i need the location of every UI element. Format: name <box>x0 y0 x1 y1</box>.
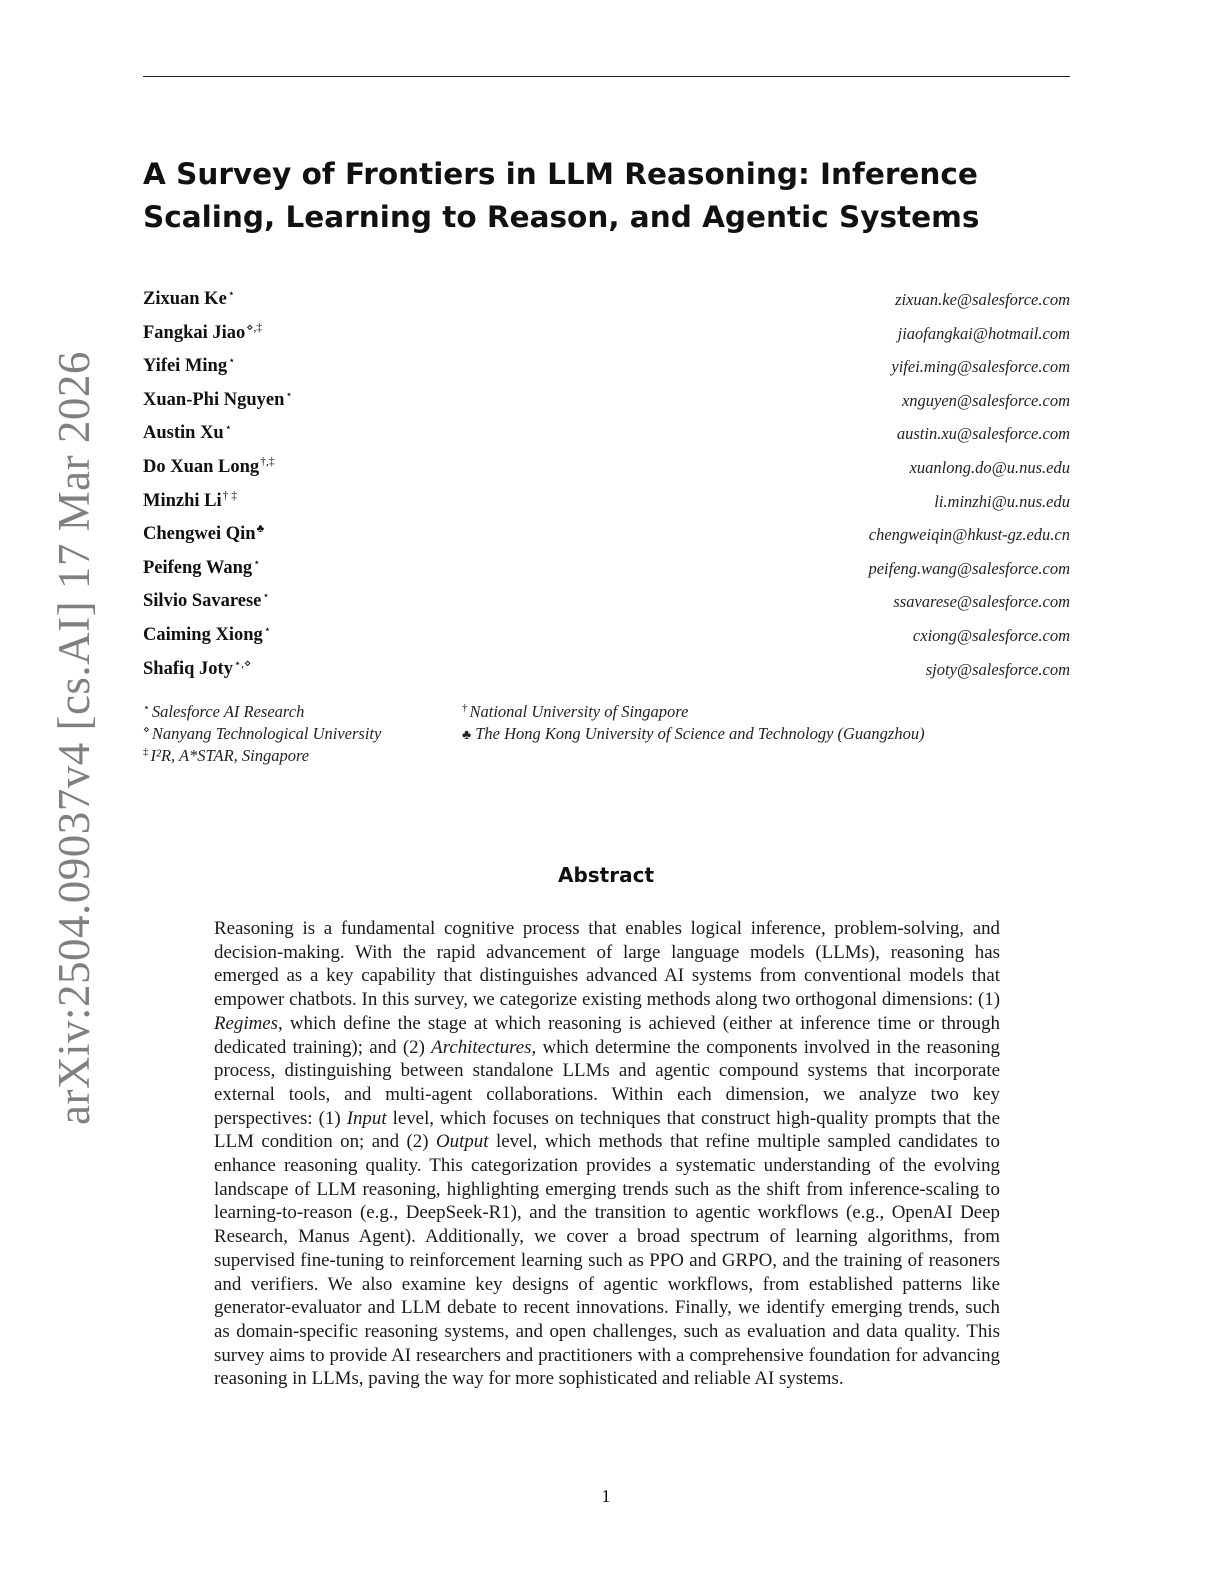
author-marks: †,‡ <box>260 455 275 468</box>
club-icon: ♣ <box>462 728 472 743</box>
author-name: Zixuan Ke⋆ <box>143 288 235 309</box>
author-name: Shafiq Joty⋆,⋄ <box>143 657 252 679</box>
author-email[interactable]: xuanlong.do@u.nus.edu <box>909 457 1070 477</box>
affiliation-hkust: ♣ The Hong Kong University of Science and Technology (Guangzhou) <box>462 724 925 743</box>
affiliation-mark: ‡ <box>143 746 149 758</box>
author-email[interactable]: peifeng.wang@salesforce.com <box>868 558 1070 578</box>
header-rule <box>143 76 1070 77</box>
author-row <box>143 420 1070 454</box>
author-name: Caiming Xiong⋆ <box>143 623 271 645</box>
affiliation-nus: † National University of Singapore <box>462 702 689 721</box>
affiliation-mark: † <box>462 702 468 714</box>
author-name: Austin Xu⋆ <box>143 422 232 444</box>
author-email[interactable]: li.minzhi@u.nus.edu <box>934 491 1070 511</box>
author-email[interactable]: yifei.ming@salesforce.com <box>891 357 1070 377</box>
author-email[interactable]: chengweiqin@hkust-gz.edu.cn <box>868 525 1070 545</box>
author-marks: ⋆ <box>285 388 293 401</box>
author-row <box>143 454 1070 488</box>
author-email[interactable]: cxiong@salesforce.com <box>912 625 1070 645</box>
author-row <box>143 320 1070 354</box>
author-name: Minzhi Li† ‡ <box>143 489 238 511</box>
author-row <box>143 588 1070 622</box>
author-name: Peifeng Wang⋆ <box>143 556 261 578</box>
author-name: Silvio Savarese⋆ <box>143 590 270 612</box>
author-name: Xuan-Phi Nguyen⋆ <box>143 388 293 410</box>
author-name: Yifei Ming⋆ <box>143 355 236 377</box>
arxiv-identifier: arXiv:2504.09037v4 [cs.AI] 17 Mar 2026 <box>49 351 99 1125</box>
author-name: Chengwei Qin♣ <box>143 523 265 545</box>
affiliation-salesforce: ⋆ Salesforce AI Research <box>143 702 305 721</box>
author-row <box>143 622 1070 656</box>
author-name: Fangkai Jiao⋄,‡ <box>143 321 263 343</box>
author-name: Do Xuan Long†,‡ <box>143 455 275 477</box>
author-email[interactable]: austin.xu@salesforce.com <box>896 424 1070 444</box>
author-marks: ♣ <box>256 523 265 536</box>
abstract-text: Reasoning is a fundamental cognitive process that enables logical inference, problem-solving, and decision-making. With the rapid advancement of large language models (LLMs), reasoning has emerged as a key capability that distinguishes advanced AI systems from conventional models that empower chatbots. In this survey, we categorize existing methods along two orthogonal dimensions: (1) Regimes, which define the stage at which reasoning is achieved (either at inference time or through dedicated training); and (2) Architectures, which determine the components involved in the reasoning process, distinguishing between standalone LLMs and agentic compound systems that incorporate external tools, and multi-agent collaborations. Within each dimension, we analyze two key perspectives: (1) Input level, which focuses on techniques that construct high-quality prompts that the LLM condition on; and (2) Output level, which methods that refine multiple sampled candidates to enhance reasoning quality. This categorization provides a systematic understanding of the evolving landscape of LLM reasoning, highlighting emerging trends such as the shift from inference-scaling to learning-to-reason (e.g., DeepSeek-R1), and the transition to agentic workflows (e.g., OpenAI Deep Research, Manus Agent). Additionally, we cover a broad spectrum of learning algorithms, from supervised fine-tuning to reinforcement learning such as PPO and GRPO, and the training of reasoners and verifiers. We also examine key designs of agentic workflows, from established patterns like generator-evaluator and LLM debate to recent innovations. Finally, we identify emerging trends, such as domain-specific reasoning systems, and open challenges, such as evaluation and data quality. This survey aims to provide AI researchers and practitioners with a comprehensive foundation for advancing reasoning in LLMs, paving the way for more sophisticated and reliable AI systems. <box>214 918 1000 1390</box>
affiliation-i2r: ‡ I²R, A*STAR, Singapore <box>143 746 310 765</box>
affiliation-mark: ⋄ <box>143 724 150 736</box>
author-row <box>143 286 1070 320</box>
author-email[interactable]: jiaofangkai@hotmail.com <box>897 323 1070 343</box>
author-marks: ⋆ <box>263 623 271 636</box>
author-marks: ⋆ <box>224 422 232 435</box>
author-marks: † ‡ <box>222 489 238 502</box>
page-number: 1 <box>601 1486 611 1506</box>
author-marks: ⋆ <box>228 355 236 368</box>
author-row <box>143 488 1070 522</box>
author-row <box>143 656 1070 690</box>
affiliation-ntu: ⋄ Nanyang Technological University <box>143 724 382 743</box>
author-email[interactable]: zixuan.ke@salesforce.com <box>895 290 1070 309</box>
paper-title: A Survey of Frontiers in LLM Reasoning: Inference Scaling, Learning to Reason, and Agentic Systems <box>143 157 980 234</box>
author-marks: ⋆ <box>253 556 261 569</box>
author-row <box>143 521 1070 555</box>
author-marks: ⋆,⋄ <box>233 657 252 670</box>
author-marks: ⋆ <box>262 590 270 603</box>
affiliation-mark: ⋆ <box>143 702 150 714</box>
author-marks: ⋆ <box>227 288 235 300</box>
abstract-heading: Abstract <box>557 863 655 887</box>
author-row <box>143 387 1070 421</box>
author-list <box>143 286 1070 689</box>
author-email[interactable]: sjoty@salesforce.com <box>925 659 1070 679</box>
author-email[interactable]: xnguyen@salesforce.com <box>901 390 1070 410</box>
author-email[interactable]: ssavarese@salesforce.com <box>893 592 1070 612</box>
author-marks: ⋄,‡ <box>246 321 263 334</box>
author-row <box>143 555 1070 589</box>
author-row <box>143 353 1070 387</box>
